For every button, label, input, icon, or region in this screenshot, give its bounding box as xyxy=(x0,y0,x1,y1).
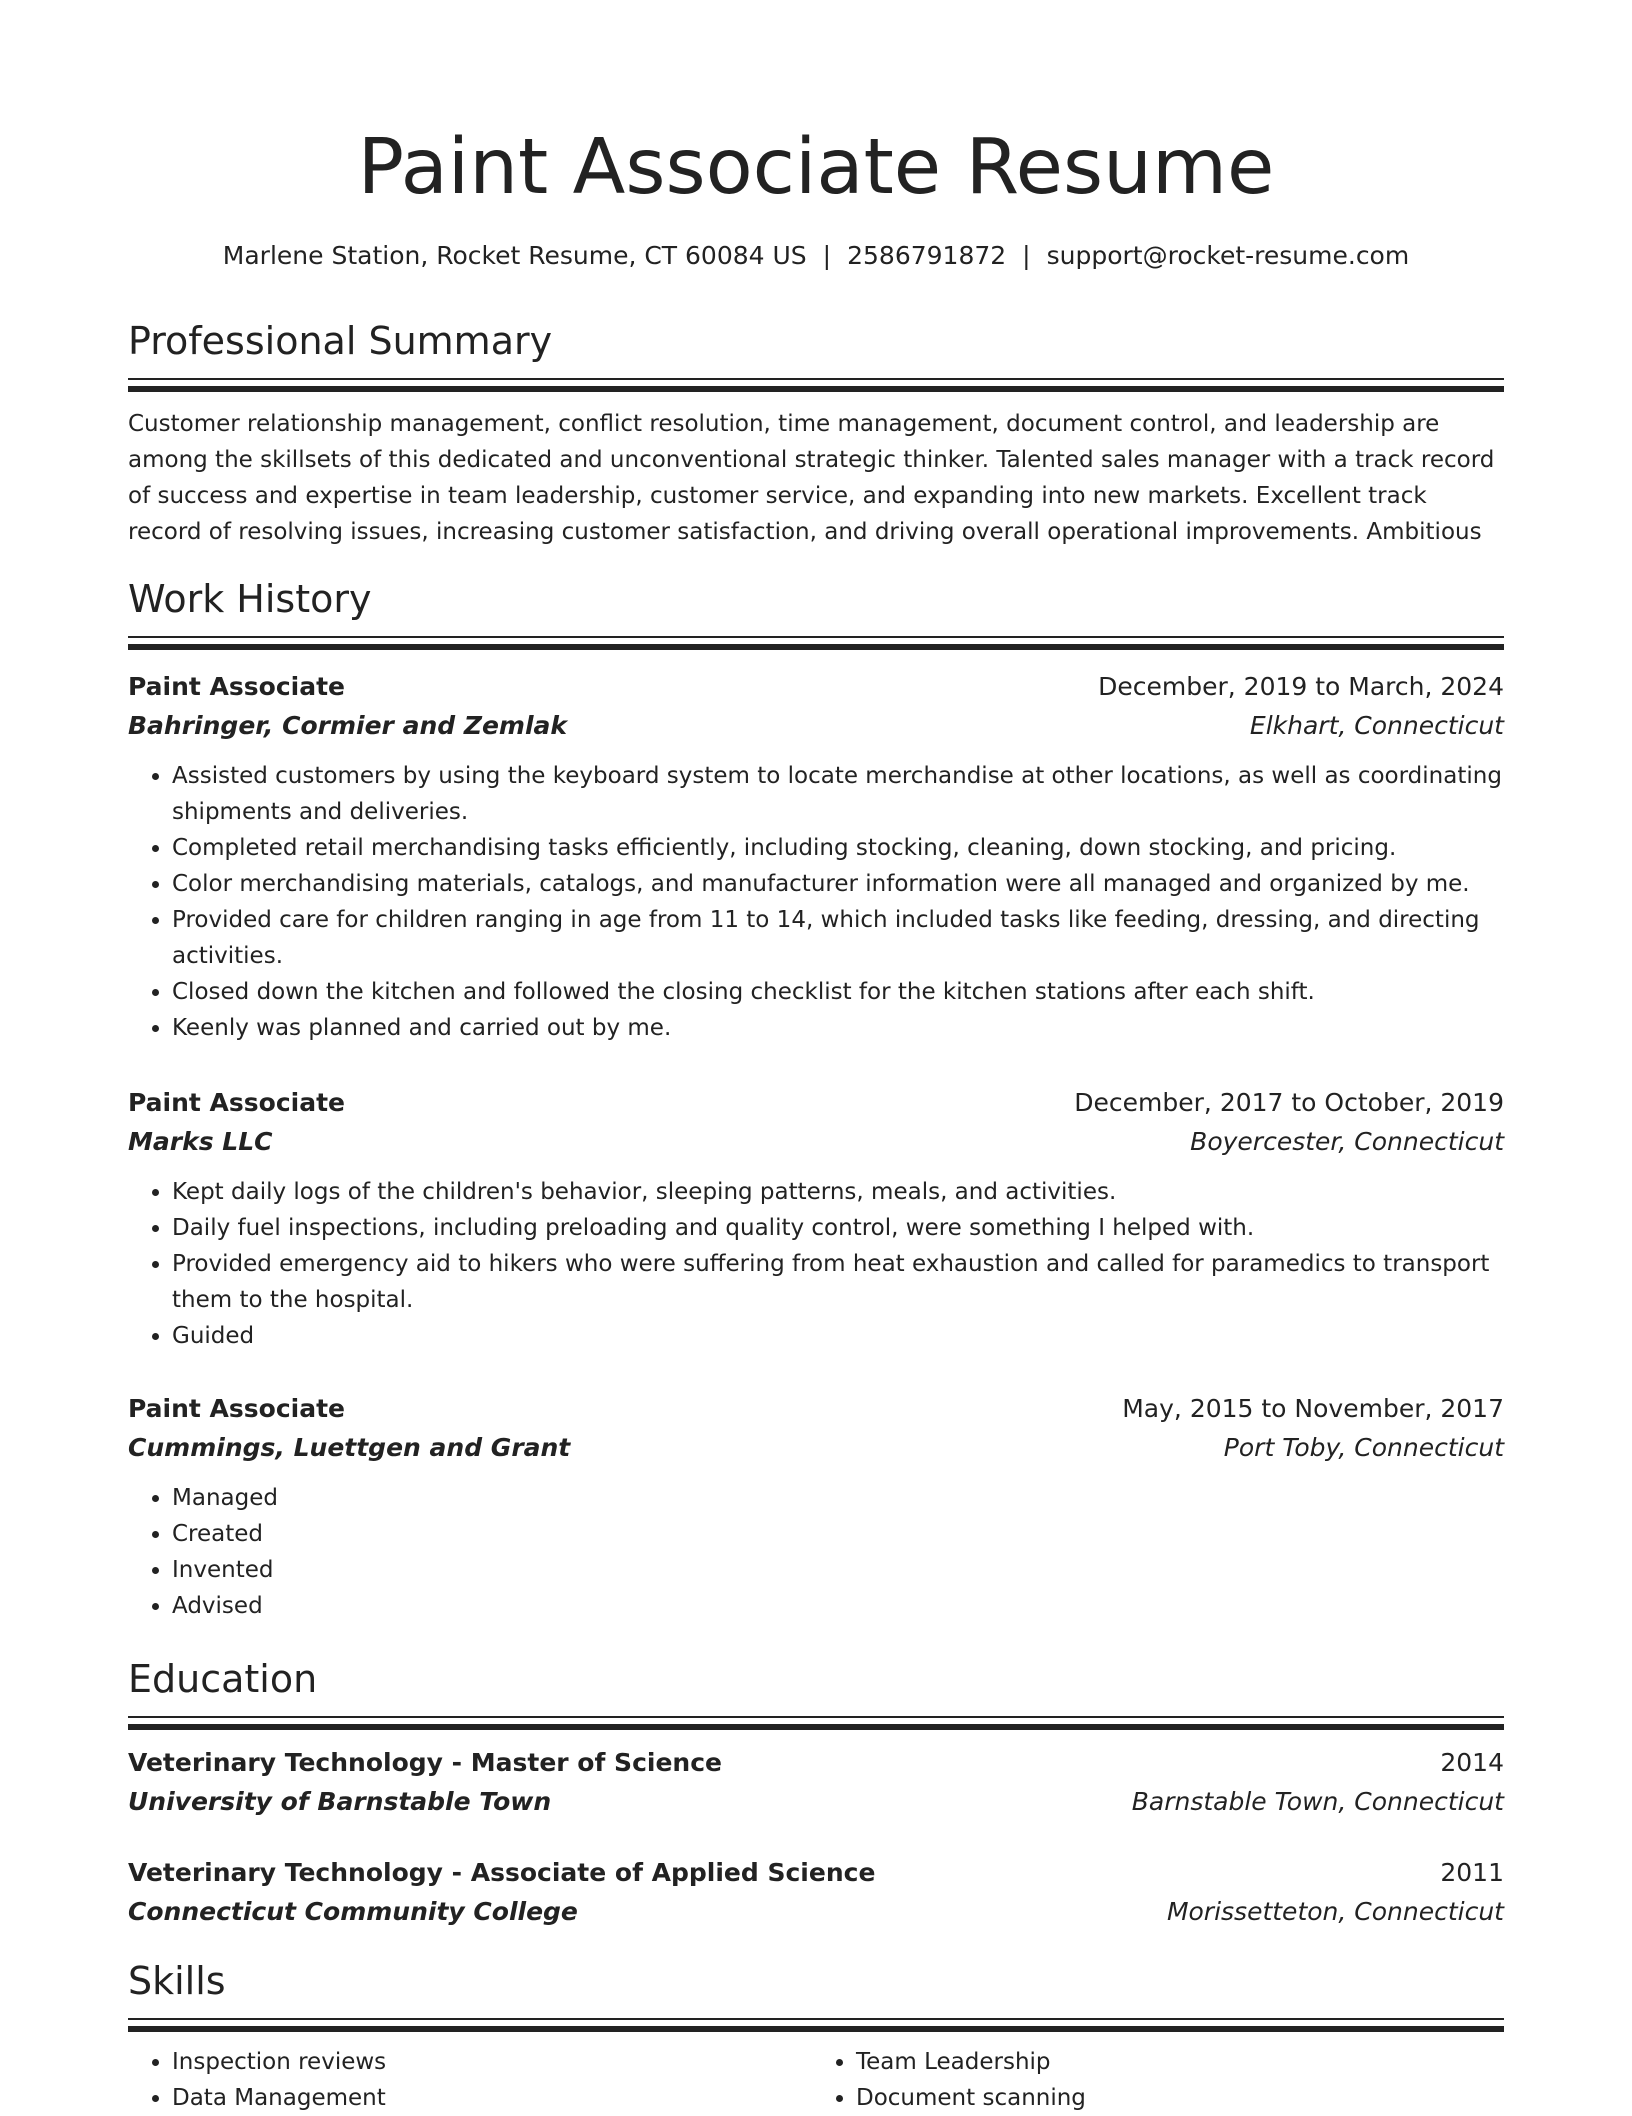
section-rule-thin xyxy=(128,378,1504,380)
summary-section-header xyxy=(128,316,1504,392)
education-degree: Veterinary Technology - Associate of Applied Science xyxy=(128,1858,876,1887)
list-item: • Guided xyxy=(172,1318,1504,1354)
job-entry xyxy=(128,1390,1504,1624)
list-item: • Assisted customers by using the keyboard system to locate merchandise at other locations, as well as coordinating shipments and deliveries. xyxy=(172,758,1504,830)
education-school: Connecticut Community College xyxy=(128,1897,578,1926)
education-entry xyxy=(128,1854,1504,1932)
job-location: Boyercester, Connecticut xyxy=(1190,1127,1504,1156)
job-company: Marks LLC xyxy=(128,1127,273,1156)
list-item: • Advised xyxy=(172,1588,1504,1624)
job-location: Elkhart, Connecticut xyxy=(1249,711,1504,740)
section-rule-thin xyxy=(128,1716,1504,1718)
education-section-header xyxy=(128,1654,1504,1730)
education-year: 2011 xyxy=(1440,1858,1504,1887)
summary-text: Customer relationship management, conflict resolution, time management, document control, and leadership are among the skillsets of this dedicated and unconventional strategic thinker. Talented sales manager with a track record of success and expertise in team leadership, customer service, and expanding into new markets. Excellent track record of resolving issues, increasing customer satisfaction, and driving overall operational improvements. Ambitious xyxy=(128,411,1495,545)
skills-list xyxy=(128,2044,1504,2116)
list-item: • Kept daily logs of the children's behavior, sleeping patterns, meals, and activities. xyxy=(172,1174,1504,1210)
job-entry xyxy=(128,1084,1504,1354)
section-rule-thin xyxy=(128,636,1504,638)
contact-separator: | xyxy=(1022,241,1031,270)
skills-section-header xyxy=(128,1956,1504,2032)
job-title: Paint Associate xyxy=(128,1394,345,1423)
education-location: Barnstable Town, Connecticut xyxy=(1131,1787,1504,1816)
skills-heading: Skills xyxy=(128,1959,226,2003)
job-dates: December, 2017 to October, 2019 xyxy=(1074,1088,1504,1117)
summary-heading: Professional Summary xyxy=(128,319,553,363)
list-item: • Provided care for children ranging in age from 11 to 14, which included tasks like feeding, dressing, and directing activities. xyxy=(172,902,1504,974)
job-bullets xyxy=(128,1480,1504,1624)
job-title: Paint Associate xyxy=(128,1088,345,1117)
education-location: Morissetteton, Connecticut xyxy=(1166,1897,1504,1926)
education-heading: Education xyxy=(128,1657,318,1701)
job-dates: December, 2019 to March, 2024 xyxy=(1098,672,1504,701)
contact-address: Marlene Station, Rocket Resume, CT 60084 US xyxy=(222,241,807,270)
list-item: • Invented xyxy=(172,1552,1504,1588)
list-item: • Color merchandising materials, catalogs, and manufacturer information were all managed and organized by me. xyxy=(172,866,1504,902)
job-company: Cummings, Luettgen and Grant xyxy=(128,1433,571,1462)
list-item: • Closed down the kitchen and followed the closing checklist for the kitchen stations after each shift. xyxy=(172,974,1504,1010)
job-company: Bahringer, Cormier and Zemlak xyxy=(128,711,568,740)
work-heading: Work History xyxy=(128,577,372,621)
list-item: • Daily fuel inspections, including preloading and quality control, were something I helped with. xyxy=(172,1210,1504,1246)
work-section-header xyxy=(128,574,1504,650)
section-rule-thin xyxy=(128,2018,1504,2020)
list-item: • Document scanning xyxy=(856,2080,1496,2116)
list-item: • Inspection reviews xyxy=(172,2044,812,2080)
education-year: 2014 xyxy=(1440,1748,1504,1777)
job-dates: May, 2015 to November, 2017 xyxy=(1122,1394,1504,1423)
page-title: Paint Associate Resume xyxy=(357,123,1275,212)
list-item: • Team Leadership xyxy=(856,2044,1496,2080)
education-school: University of Barnstable Town xyxy=(128,1787,552,1816)
list-item: • Completed retail merchandising tasks efficiently, including stocking, cleaning, down stocking, and pricing. xyxy=(172,830,1504,866)
section-rule-thick xyxy=(128,1724,1504,1730)
list-item: • Managed xyxy=(172,1480,1504,1516)
job-location: Port Toby, Connecticut xyxy=(1223,1433,1504,1462)
skills-column-left xyxy=(128,2044,812,2116)
job-title: Paint Associate xyxy=(128,672,345,701)
section-rule-thick xyxy=(128,386,1504,392)
list-item: • Data Management xyxy=(172,2080,812,2116)
job-bullets xyxy=(128,758,1504,1046)
skills-column-right xyxy=(812,2044,1496,2116)
job-entry xyxy=(128,668,1504,1046)
education-entry xyxy=(128,1744,1504,1822)
section-rule-thick xyxy=(128,2026,1504,2032)
list-item: • Provided emergency aid to hikers who were suffering from heat exhaustion and called for paramedics to transport them to the hospital. xyxy=(172,1246,1504,1318)
contact-separator: | xyxy=(822,241,832,270)
contact-line xyxy=(128,236,1504,276)
contact-email: support@rocket-resume.com xyxy=(1046,241,1410,270)
education-degree: Veterinary Technology - Master of Science xyxy=(128,1748,722,1777)
job-bullets xyxy=(128,1174,1504,1354)
section-rule-thick xyxy=(128,644,1504,650)
contact-phone: 2586791872 xyxy=(847,241,1007,270)
list-item: • Keenly was planned and carried out by me. xyxy=(172,1010,1504,1046)
list-item: • Created xyxy=(172,1516,1504,1552)
